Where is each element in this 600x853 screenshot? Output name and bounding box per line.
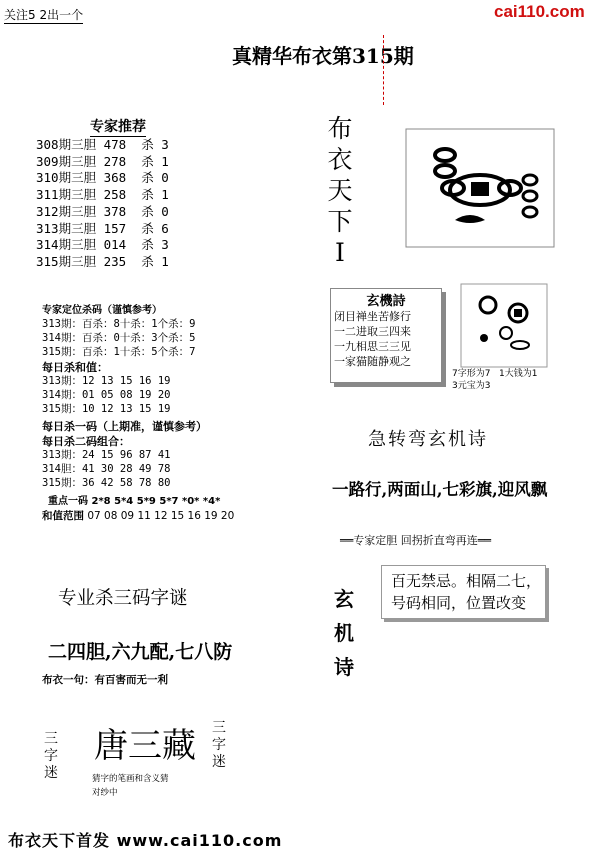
list-item: 308期三胆 478 杀 3 — [36, 137, 169, 152]
riddle-title: 急转弯玄机诗 — [368, 429, 488, 450]
sum-range-line — [42, 508, 234, 523]
list-item: 313期：24 15 96 87 41 — [42, 449, 171, 461]
riddle-line: 一路行,两面山,七彩旗,迎风飘 — [332, 480, 548, 499]
coin-figure-image — [405, 128, 555, 248]
sum-range-values: 07 08 09 11 12 15 16 19 20 — [87, 510, 235, 522]
footer-text[interactable]: 布衣天下首发 www.cai110.com — [8, 831, 283, 850]
expert-heading: 专家推荐 — [90, 116, 146, 137]
list-item: 311期三胆 258 杀 1 — [36, 187, 169, 203]
two-code-list — [42, 448, 170, 490]
coin-note: 1大钱为1 — [499, 369, 538, 379]
site-logo[interactable]: cai110.com — [494, 2, 585, 21]
page-title: 真精华布衣第315期 — [232, 44, 414, 68]
list-item: 315期：10 12 13 15 19 — [42, 403, 171, 415]
list-item: 312期三胆 378 杀 0 — [36, 203, 169, 219]
list-item: 313期：12 13 15 16 19 — [42, 375, 171, 387]
poem-lines — [331, 309, 441, 369]
tangsanzang-name: 唐三藏 — [94, 726, 196, 766]
left-three-char-label: 三 字 迷 — [44, 731, 58, 781]
expert-list — [36, 137, 169, 271]
list-item: 314期：百杀：0十杀：3个杀：5 — [42, 332, 196, 344]
three-kill-line: 二四胆,六九配,七八防 — [48, 641, 233, 663]
sum-list — [42, 374, 170, 416]
focus-code-line: 重点一码 2*8 5*4 5*9 5*7 *0* *4* — [48, 496, 221, 507]
coins-image — [460, 283, 548, 368]
list-item: 314胆：41 30 28 49 78 — [42, 463, 171, 475]
right-three-char-label: 三 字 迷 — [212, 720, 226, 770]
list-item: 315期：36 42 58 78 80 — [42, 477, 171, 489]
expert-note: 专家定胆 回拐折直弯再连 — [353, 534, 478, 547]
two-code-heading: 每日杀二码组合： — [42, 435, 130, 448]
follow-note: 关注5 2出一个 — [4, 8, 84, 22]
coin-notes — [452, 368, 597, 392]
list-item: 310期三胆 368 杀 0 — [36, 170, 169, 186]
kill-heading: 专家定位杀码（谨慎参考） — [42, 305, 162, 316]
expert-note-line: ══专家定胆 回拐折直弯再连══ — [340, 534, 491, 547]
poem-box — [330, 288, 442, 383]
buyi-vertical-title: 布 衣 天 下 I — [327, 114, 353, 267]
coin-note: 7字形为7 — [452, 369, 491, 379]
tangsanzang-note: 猜字的笔画和含义猜 对纱中 — [92, 774, 169, 798]
sum-range-label: 和值范围 — [42, 510, 84, 522]
list-item: 315期：百杀：1十杀：5个杀：7 — [42, 346, 196, 358]
poem-line: 一九相思三三见 — [334, 340, 411, 353]
poem-line: 一家猫随静观之 — [334, 355, 411, 368]
poem-line: 一二进取三四来 — [334, 325, 411, 338]
one-code-line: 每日杀一码（上期准，谨慎参考） — [42, 420, 207, 433]
list-item: 313期三胆 157 杀 6 — [36, 220, 169, 236]
list-item: 314期：01 05 08 19 20 — [42, 389, 171, 401]
xuanji-vertical: 玄 机 诗 — [334, 587, 354, 679]
sum-heading: 每日杀和值： — [42, 361, 108, 374]
xuanji-text: 百无禁忌。相隔二七， 号码相同，位置改变 — [391, 572, 542, 612]
buyi-line: 布衣一句：有百害而无一利 — [42, 674, 168, 686]
list-item: 313期：百杀：8十杀：1个杀：9 — [42, 318, 196, 330]
list-item: 314期三胆 014 杀 3 — [36, 237, 169, 253]
three-kill-title: 专业杀三码字谜 — [58, 588, 188, 609]
poem-line: 闭目禅坐苦修行 — [334, 310, 411, 323]
list-item: 315期三胆 235 杀 1 — [36, 253, 169, 269]
coin-note: 3元宝为3 — [452, 381, 491, 391]
kill-list — [42, 317, 195, 359]
divider — [383, 35, 384, 105]
poem-title: 玄機詩 — [366, 294, 406, 309]
list-item: 309期三胆 278 杀 1 — [36, 153, 169, 169]
